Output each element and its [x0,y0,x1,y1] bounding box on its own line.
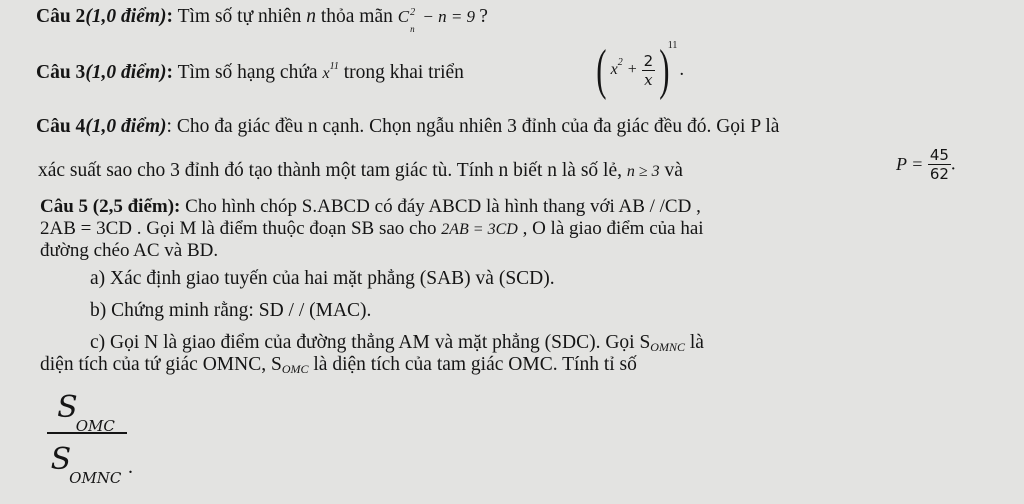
q5-line3: đường chéo AC và BD. [40,240,219,261]
ratio-numerator: $S_{OMC}$ [57,390,115,435]
q5-b-text: b) Chứng minh rằng: SD / / (MAC). [90,300,372,321]
q4-line1: : Cho đa giác đều n cạnh. Chọn ngẫu nhiên 3 đỉnh của đa giác đều đó. Gọi P là [166,116,780,137]
q4-probability: P = $\frac{45}{62}$ . [896,146,956,183]
q5-a-text: a) Xác định giao tuyến của hai mặt phẳng (SAB) và (SCD). [90,268,555,289]
q5-line2b: , O là giao điểm của hai [517,218,704,239]
ratio-denominator: $S_{OMNC}$ [50,442,122,487]
q2-formula: C 2 n − n = 9 [397,7,476,34]
q2-points: (1,0 điểm) [85,6,167,27]
q5-line2a: 2AB = 3CD . Gọi M là điểm thuộc đoạn SB sao cho [40,218,442,239]
q5-label: Câu 5 (2,5 điểm): [40,196,181,217]
q4-va: và [659,160,683,181]
ratio-fraction [44,384,130,487]
question-5-line2 [40,218,704,240]
q4-cond: n ≥ 3 [626,163,660,180]
q5-c2-sub: OMC [281,362,309,376]
q5-c2b-text: là diện tích của tam giác OMC. Tính tỉ số [308,354,637,375]
q4-line2: xác suất sao cho 3 đỉnh đó tạo thành một tam giác tù. Tính n biết n là số lẻ, [38,160,627,181]
q5-part-c-line2 [40,354,637,376]
q3-text: Tìm số hạng chứa [173,62,323,83]
q3-label: Câu 3 [36,62,86,83]
q5-part-b [90,300,371,322]
q2-text: Tìm số tự nhiên [173,6,307,27]
question-2: Câu 2(1,0 điểm): Tìm số tự nhiên n thỏa mãn C 2 n − n = 9 ? [36,6,488,34]
q2-end: ? [479,6,488,27]
q5-part-c-line1 [90,332,704,354]
question-5-line3 [40,240,218,262]
q3-x: $x^{11}$ [322,61,339,82]
q5-c1-sub: OMNC [650,340,685,354]
q2-label: Câu 2 [36,6,86,27]
q3-expansion: ( $x^2$ + $\frac{2}{x}$ )$^{11}$. [596,39,685,101]
question-4-line2 [38,160,683,182]
q5-c1-text: c) Gọi N là giao điểm của đường thẳng AM và mặt phẳng (SDC). Gọi S [90,332,651,353]
q5-c2a-text: diện tích của tứ giác OMNC, S [40,354,282,375]
ratio-end: . [128,456,133,478]
q5-c1-end: là [684,332,704,353]
q2-text2: thỏa mãn [315,6,398,27]
q5-line2m: 2AB = 3CD [441,221,518,238]
q5-line1: Cho hình chóp S.ABCD có đáy ABCD là hình thang với AB / /CD , [180,196,701,217]
q4-points: (1,0 điểm) [85,116,167,137]
q3-points: (1,0 điểm) [85,62,167,83]
question-5-line1 [40,196,701,218]
q3-text2: trong khai triển [338,62,464,83]
q5-part-a [90,268,555,290]
q2-var: n [306,6,316,27]
question-4-line1 [36,116,779,138]
question-3: Câu 3(1,0 điểm): Tìm số hạng chứa $x^{11}$ trong khai triển [36,61,464,83]
q4-label: Câu 4 [36,116,86,137]
